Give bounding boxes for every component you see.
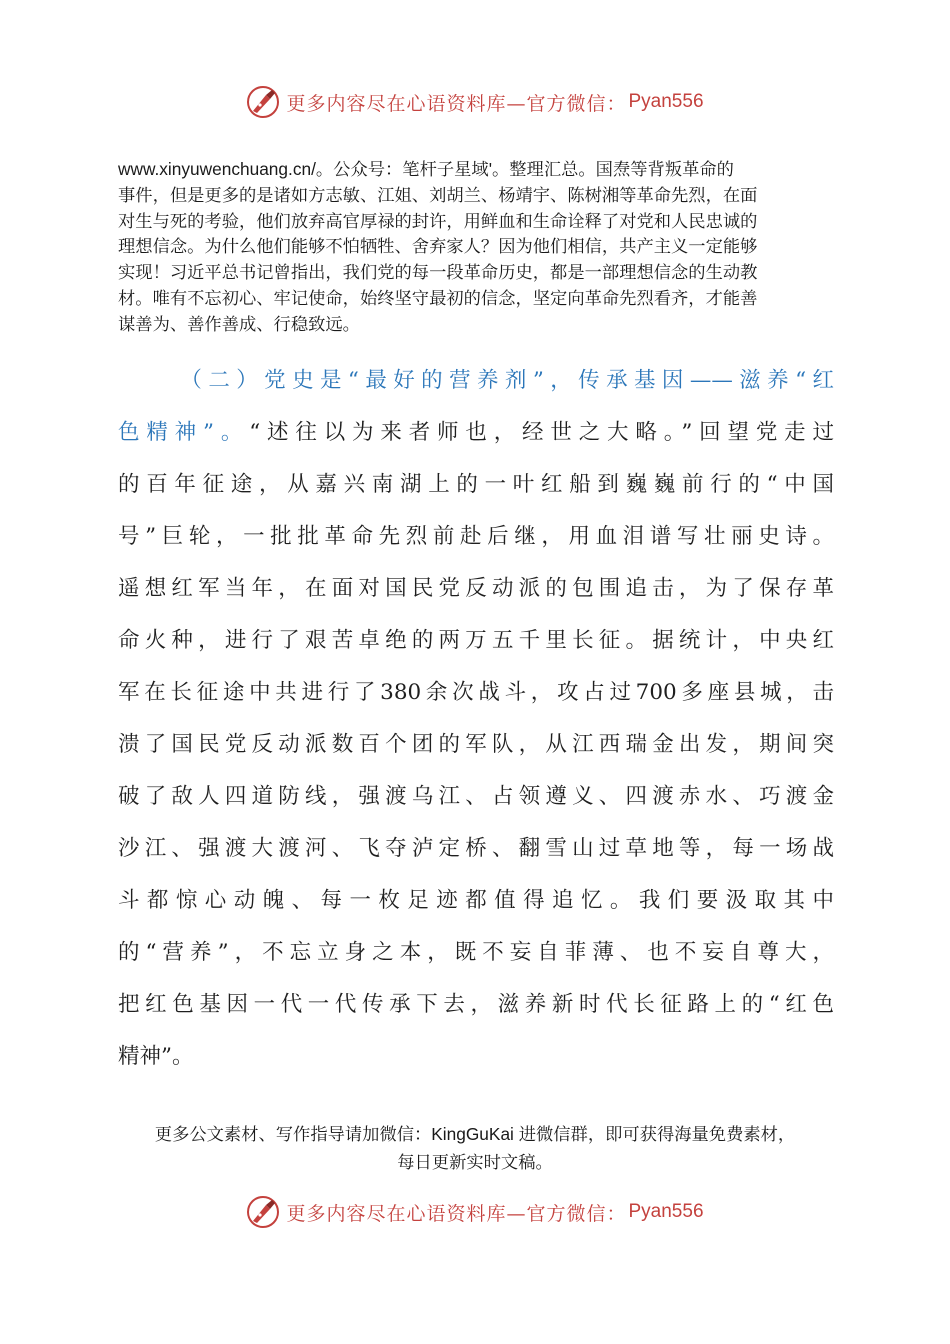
banner-text: 更多内容尽在心语资料库—官方微信：	[286, 1202, 627, 1225]
footer-note-line: 更多公文素材、写作指导请加微信：KingGuKai 进微信群，即可获得海量免费素材，	[154, 1124, 796, 1144]
body-line: 斗都惊心动魄、每一枚足迹都值得追忆。我们要汲取其中	[118, 888, 834, 913]
body-line	[118, 407, 834, 459]
intro-line: www.xinyuwenchuang.cn/。公众号：笔杆子星域'。整理汇总。国焘等背叛革命的	[118, 159, 734, 179]
body-line-last: 精神”。	[118, 1044, 194, 1069]
banner-text: 更多内容尽在心语资料库—官方微信：	[286, 92, 627, 115]
footer-banner	[0, 1190, 950, 1234]
header-banner	[0, 80, 950, 124]
section-heading-line	[118, 355, 834, 407]
section-heading: （二）党史是“最好的营养剂”，传承基因——滋养“红	[174, 368, 834, 393]
body-line: 破了敌人四道防线，强渡乌江、占领遵义、四渡赤水、巧渡金	[118, 784, 834, 809]
body-line: 的“营养”，不忘立身之本，既不妄自菲薄、也不妄自尊大，	[118, 940, 834, 965]
pen-nib-logo-icon	[246, 85, 280, 119]
banner-wechat-id: Pyan556	[628, 1201, 704, 1222]
intro-line: 材。唯有不忘初心、牢记使命，始终坚守最初的信念，坚定向革命先烈看齐，才能善	[118, 287, 758, 308]
body-line: 遥想红军当年，在面对国民党反动派的包围追击，为了保存革	[118, 576, 834, 601]
body-line: 的百年征途，从嘉兴南湖上的一叶红船到巍巍前行的“中国	[118, 472, 834, 497]
footer-note-line: 每日更新实时文稿。	[397, 1152, 553, 1172]
body-line: 号”巨轮，一批批革命先烈前赴后继，用血泪谱写壮丽史诗。	[118, 524, 834, 549]
intro-line: 实现！习近平总书记曾指出，我们党的每一段革命历史，都是一部理想信念的生动教	[118, 262, 758, 283]
intro-line: 对生与死的考验，他们放弃高官厚禄的封许，用鲜血和生命诠释了对党和人民忠诚的	[118, 210, 758, 231]
body-line: 沙江、强渡大渡河、飞夺泸定桥、翻雪山过草地等，每一场战	[118, 836, 834, 861]
section-two-paragraph	[118, 355, 834, 1083]
body-line: 把红色基因一代一代传承下去，滋养新时代长征路上的“红色	[118, 992, 834, 1017]
intro-line: 事件，但是更多的是诸如方志敏、江姐、刘胡兰、杨靖宇、陈树湘等革命先烈，在面	[118, 184, 758, 205]
intro-line: 谋善为、善作善成、行稳致远。	[118, 313, 360, 334]
footer-note	[0, 1120, 950, 1176]
section-heading-continued: 色精神”。	[118, 420, 250, 445]
pen-nib-logo-icon	[246, 1195, 280, 1229]
body-line: 命火种，进行了艰苦卓绝的两万五千里长征。据统计，中央红	[118, 628, 834, 653]
intro-paragraph	[118, 157, 834, 338]
intro-line: 理想信念。为什么他们能够不怕牺牲、舍弃家人？因为他们相信，共产主义一定能够	[118, 236, 758, 257]
body-line: 军在长征途中共进行了380余次战斗，攻占过700多座县城，击	[118, 680, 834, 705]
body-text: “述往以为来者师也，经世之大略。”回望党走过	[249, 420, 834, 445]
banner-wechat-id: Pyan556	[628, 91, 704, 112]
body-line: 溃了国民党反动派数百个团的军队，从江西瑞金出发，期间突	[118, 732, 834, 757]
